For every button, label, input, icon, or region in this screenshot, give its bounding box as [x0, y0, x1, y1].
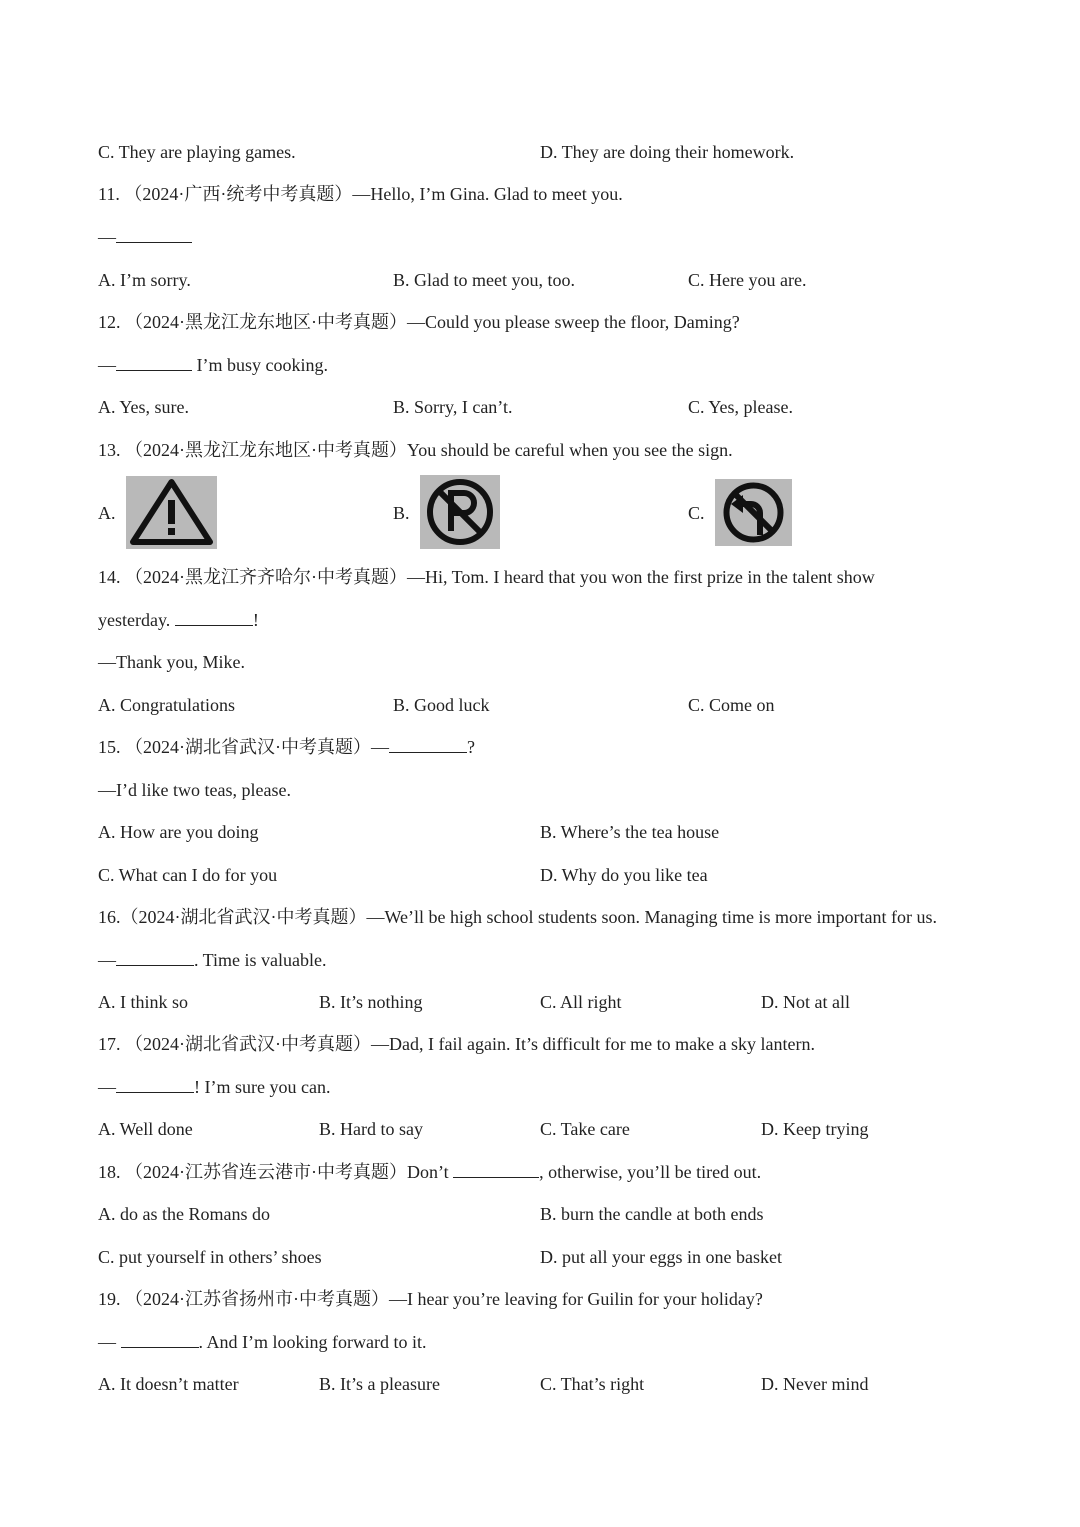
q13-option-b: B. [393, 503, 410, 523]
q18-option-d: D. put all your eggs in one basket [540, 1247, 782, 1267]
q15-option-a: A. How are you doing [98, 822, 259, 842]
question-12: 12. （2024·黑龙江龙东地区·中考真题）—Could you please sweep the floor, Daming? [98, 312, 740, 332]
no-parking-sign-icon [420, 475, 500, 549]
question-11: 11. （2024·广西·统考中考真题）—Hello, I’m Gina. Glad to meet you. [98, 184, 623, 204]
q11-option-c: C. Here you are. [688, 270, 807, 290]
q15-option-b: B. Where’s the tea house [540, 822, 720, 842]
q14-option-b: B. Good luck [393, 695, 490, 715]
question-15-reply: —I’d like two teas, please. [98, 780, 291, 800]
prev-option-d: D. They are doing their homework. [540, 142, 795, 162]
q18-option-a: A. do as the Romans do [98, 1204, 270, 1224]
question-12-response: — I’m busy cooking. [98, 355, 328, 375]
answer-blank [389, 736, 467, 753]
answer-blank [116, 1076, 194, 1093]
answer-blank [453, 1161, 539, 1178]
answer-blank [175, 609, 253, 626]
q19-option-c: C. That’s right [540, 1374, 645, 1394]
q17-option-d: D. Keep trying [761, 1119, 869, 1139]
answer-blank [116, 949, 194, 966]
q11-option-b: B. Glad to meet you, too. [393, 270, 575, 290]
q14-option-a: A. Congratulations [98, 695, 235, 715]
q19-option-b: B. It’s a pleasure [319, 1374, 440, 1394]
question-13: 13. （2024·黑龙江龙东地区·中考真题）You should be careful when you see the sign. [98, 440, 733, 460]
q12-option-c: C. Yes, please. [688, 397, 794, 417]
question-17: 17. （2024·湖北省武汉·中考真题）—Dad, I fail again. It’s difficult for me to make a sky lantern. [98, 1034, 816, 1054]
q15-option-d: D. Why do you like tea [540, 865, 708, 885]
question-18: 18. （2024·江苏省连云港市·中考真题）Don’t , otherwise, you’ll be tired out. [98, 1162, 762, 1182]
question-15: 15. （2024·湖北省武汉·中考真题）— ? [98, 737, 475, 757]
q13-option-c: C. [688, 503, 705, 523]
q16-option-a: A. I think so [98, 992, 188, 1012]
question-16: 16.（2024·湖北省武汉·中考真题）—We’ll be high school students soon. Managing time is more important for us. [98, 907, 937, 927]
question-19: 19. （2024·江苏省扬州市·中考真题）—I hear you’re leaving for Guilin for your holiday? [98, 1289, 763, 1309]
q12-option-b: B. Sorry, I can’t. [393, 397, 513, 417]
prev-option-c: C. They are playing games. [98, 142, 296, 162]
no-left-turn-sign-icon [715, 479, 792, 546]
question-16-response: — . Time is valuable. [98, 950, 327, 970]
q16-option-b: B. It’s nothing [319, 992, 423, 1012]
answer-blank [116, 226, 192, 243]
q19-option-d: D. Never mind [761, 1374, 869, 1394]
question-14-continued: yesterday. ! [98, 610, 259, 630]
q13-option-a: A. [98, 503, 116, 523]
answer-blank [121, 1331, 199, 1348]
q12-option-a: A. Yes, sure. [98, 397, 190, 417]
q16-option-d: D. Not at all [761, 992, 850, 1012]
q14-option-c: C. Come on [688, 695, 775, 715]
question-17-response: — ! I’m sure you can. [98, 1077, 331, 1097]
question-14: 14. （2024·黑龙江齐齐哈尔·中考真题）—Hi, Tom. I heard that you won the first prize in the talent show [98, 567, 875, 587]
q18-option-b: B. burn the candle at both ends [540, 1204, 764, 1224]
q15-option-c: C. What can I do for you [98, 865, 278, 885]
q19-option-a: A. It doesn’t matter [98, 1374, 239, 1394]
q16-option-c: C. All right [540, 992, 622, 1012]
question-14-reply: —Thank you, Mike. [98, 652, 245, 672]
warning-sign-icon [126, 476, 217, 549]
q17-option-a: A. Well done [98, 1119, 193, 1139]
q18-option-c: C. put yourself in others’ shoes [98, 1247, 322, 1267]
q11-option-a: A. I’m sorry. [98, 270, 191, 290]
question-11-response: — [98, 226, 192, 248]
question-19-response: — . And I’m looking forward to it. [98, 1332, 427, 1352]
q17-option-c: C. Take care [540, 1119, 630, 1139]
q17-option-b: B. Hard to say [319, 1119, 423, 1139]
answer-blank [116, 354, 192, 371]
